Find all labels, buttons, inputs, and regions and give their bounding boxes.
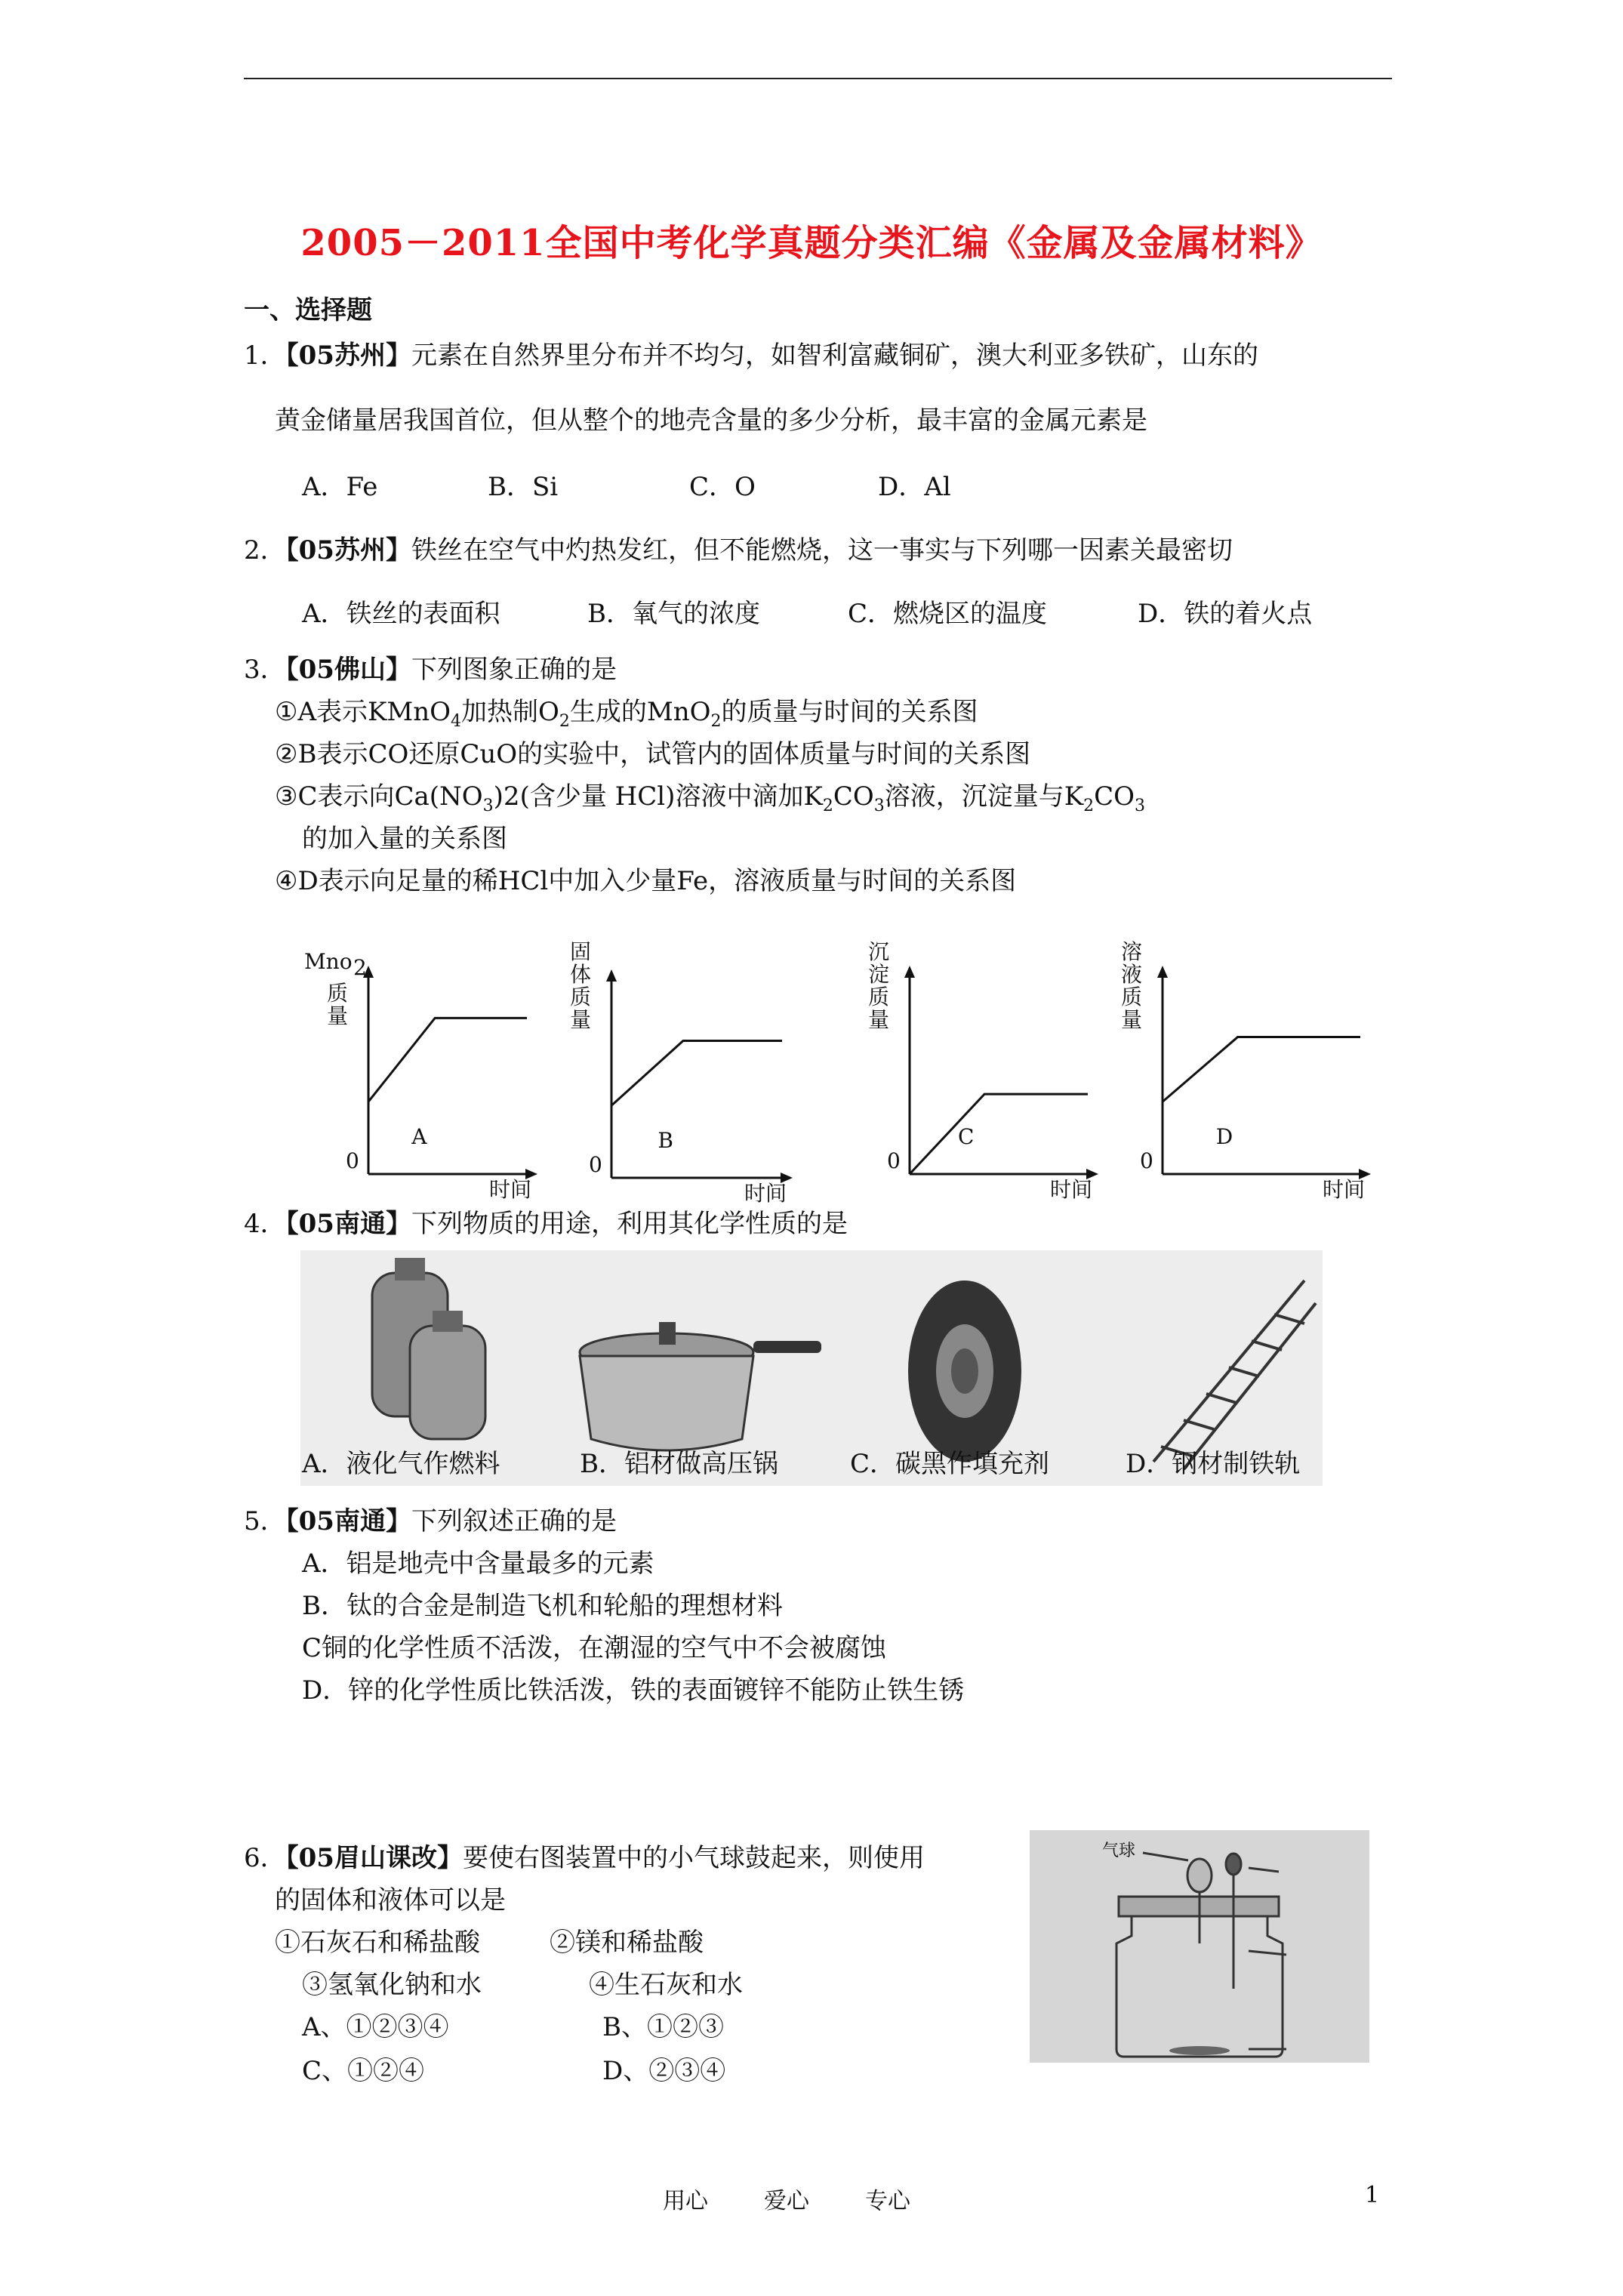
q3-item-3-cont: 的加入量的关系图 xyxy=(302,824,507,854)
question-number: 5． xyxy=(244,1506,286,1536)
text: 的质量与时间的关系图 xyxy=(721,697,978,727)
q3-item-2: ②B表示CO还原CuO的实验中，试管内的固体质量与时间的关系图 xyxy=(275,739,1031,769)
y-axis-label: Mno xyxy=(304,949,353,974)
q5-option: A．铝是地壳中含量最多的元素 xyxy=(302,1549,654,1579)
origin-label: 0 xyxy=(887,1148,901,1173)
y-axis-label-char: 质 xyxy=(1121,985,1143,1009)
question-number: 6． xyxy=(244,1843,286,1873)
footer-word: 专心 xyxy=(865,2188,910,2214)
text: )2(含少量 HCl)溶液中滴加K xyxy=(493,781,823,812)
question-number: 3． xyxy=(244,655,286,685)
y-axis-label-char: 量 xyxy=(570,1007,592,1032)
q1-option: A．Fe xyxy=(302,472,378,502)
y-axis-label-char: 质 xyxy=(868,985,890,1009)
section-heading: 一、选择题 xyxy=(244,295,372,325)
q2-option: D．铁的着火点 xyxy=(1138,599,1313,629)
q6-choice: ④生石灰和水 xyxy=(589,1970,743,2000)
q6-option: C、①②④ xyxy=(302,2056,425,2086)
question-text: 元素在自然界里分布并不均匀，如智利富藏铜矿，澳大利亚多铁矿，山东的 xyxy=(411,341,1258,371)
question-source: 【05苏州】 xyxy=(285,341,411,371)
origin-label: 0 xyxy=(1140,1148,1153,1173)
x-axis-label: 时间 xyxy=(1323,1177,1366,1202)
text: ①A表示KMnO xyxy=(275,697,451,727)
q5-option: B．钛的合金是制造飞机和轮船的理想材料 xyxy=(302,1591,783,1621)
y-axis-arrow xyxy=(606,969,617,982)
q1-option: B．Si xyxy=(488,472,559,502)
text: 溶液，沉淀量与K xyxy=(884,781,1084,812)
question-source: 【05佛山】 xyxy=(285,655,411,685)
series-line xyxy=(368,1018,527,1102)
question-5 xyxy=(244,1505,617,1537)
question-source: 【05苏州】 xyxy=(285,535,411,566)
subscript: 2 xyxy=(1083,796,1095,815)
origin-label: 0 xyxy=(346,1148,359,1173)
y-axis-label-char: 固 xyxy=(570,939,592,964)
question-number: 2． xyxy=(244,535,286,566)
q2-option: A．铁丝的表面积 xyxy=(302,599,500,629)
question-text: 下列物质的用途，利用其化学性质的是 xyxy=(411,1209,848,1239)
y-axis-label-char: 溶 xyxy=(1121,939,1143,964)
question-text: 下列图象正确的是 xyxy=(411,655,617,685)
q6-option: D、②③④ xyxy=(602,2056,726,2086)
question-6 xyxy=(244,1842,925,1874)
balloon-apparatus-figure xyxy=(1030,1830,1369,2063)
q4-option: D．钢材制铁轨 xyxy=(1126,1449,1301,1479)
q2-option: C．燃烧区的温度 xyxy=(848,599,1048,629)
q6-option: B、①②③ xyxy=(602,2012,724,2042)
series-line xyxy=(611,1041,782,1106)
page-number: 1 xyxy=(1365,2182,1380,2208)
y-axis-label-char: 质 xyxy=(570,985,592,1009)
question-4 xyxy=(244,1208,848,1240)
question-number: 1． xyxy=(244,341,286,371)
panel-label: A xyxy=(411,1124,427,1149)
q4-option: A．液化气作燃料 xyxy=(302,1449,500,1479)
question-source: 【05南通】 xyxy=(285,1209,411,1239)
q4-photo-strip xyxy=(300,1250,1323,1486)
x-axis-label: 时间 xyxy=(489,1177,532,1202)
q5-option: D．锌的化学性质比铁活泼，铁的表面镀锌不能防止铁生锈 xyxy=(302,1675,965,1706)
y-axis-label-char: 量 xyxy=(868,1007,890,1032)
question-number: 4． xyxy=(244,1209,286,1239)
q6-choice: ③氢氧化钠和水 xyxy=(302,1970,482,2000)
question-1-line2: 黄金储量居我国首位，但从整个的地壳含量的多少分析，最丰富的金属元素是 xyxy=(275,405,1147,436)
q2-option: B．氧气的浓度 xyxy=(587,599,760,629)
q6-choice: ①石灰石和稀盐酸 xyxy=(275,1928,480,1958)
subscript: 3 xyxy=(873,796,885,815)
q6-option: A、①②③④ xyxy=(302,2012,449,2042)
q6-choice: ②镁和稀盐酸 xyxy=(550,1928,704,1958)
series-line xyxy=(1163,1037,1360,1102)
origin-label: 0 xyxy=(589,1152,602,1177)
series-line xyxy=(910,1094,1088,1174)
text: 生成的MnO xyxy=(569,697,711,727)
x-axis-label: 时间 xyxy=(744,1181,787,1206)
subscript: 2 xyxy=(559,711,570,731)
q1-option: D．Al xyxy=(878,472,951,502)
gas-cylinder-image xyxy=(372,1258,485,1439)
subscript: 4 xyxy=(451,711,462,731)
pressure-cooker-image xyxy=(580,1322,821,1450)
question-source: 【05眉山课改】 xyxy=(285,1843,463,1873)
y-axis-arrow xyxy=(1157,966,1168,978)
panel-label: B xyxy=(658,1128,673,1153)
question-text: 铁丝在空气中灼热发红，但不能燃烧，这一事实与下列哪一因素关最密切 xyxy=(411,535,1233,566)
q1-option: C．O xyxy=(689,472,756,502)
x-axis-label: 时间 xyxy=(1050,1177,1093,1202)
y-axis-label-char: 量 xyxy=(1121,1007,1143,1032)
subscript: 3 xyxy=(1135,796,1146,815)
text: CO xyxy=(833,781,874,812)
figure-label-balloon: 气球 xyxy=(1102,1841,1136,1860)
y-axis-label-char: 液 xyxy=(1121,962,1143,987)
footer-word: 爱心 xyxy=(764,2188,809,2214)
y-axis-label-char: 沉 xyxy=(868,939,890,964)
question-source: 【05南通】 xyxy=(285,1506,411,1536)
footer-word: 用心 xyxy=(663,2188,708,2214)
subscript: 2 xyxy=(710,711,722,731)
panel-label: C xyxy=(957,1124,975,1149)
railway-track-image xyxy=(1153,1281,1316,1469)
y-axis-label-char: 体 xyxy=(570,962,592,987)
subscript: 2 xyxy=(822,796,833,815)
y-axis-label-subscript: 2 xyxy=(353,955,367,980)
text: CO xyxy=(1094,781,1135,812)
question-text: 下列叙述正确的是 xyxy=(411,1506,617,1536)
tire-image xyxy=(908,1281,1021,1462)
panel-label: D xyxy=(1215,1124,1233,1149)
text: ③C表示向Ca(NO xyxy=(275,781,483,812)
question-6-line2: 的固体和液体可以是 xyxy=(275,1885,506,1915)
y-axis-arrow xyxy=(904,966,915,978)
text: 加热制O xyxy=(461,697,559,727)
q4-option: C．碳黑作填充剂 xyxy=(850,1449,1050,1479)
y-axis-label-char: 淀 xyxy=(868,962,890,987)
q4-option: B．铝材做高压锅 xyxy=(580,1449,778,1479)
subscript: 3 xyxy=(482,796,494,815)
apparatus-drawing xyxy=(1030,1830,1369,2063)
question-text: 要使右图装置中的小气球鼓起来，则使用 xyxy=(462,1843,925,1873)
y-axis-label-char: 量 xyxy=(327,1003,349,1028)
page-title: 2005－2011全国中考化学真题分类汇编《金属及金属材料》 xyxy=(300,222,1323,264)
y-axis-label-char: 质 xyxy=(327,981,349,1006)
q5-option: C铜的化学性质不活泼，在潮湿的空气中不会被腐蚀 xyxy=(302,1633,887,1663)
q3-item-4: ④D表示向足量的稀HCl中加入少量Fe，溶液质量与时间的关系图 xyxy=(275,866,1017,896)
